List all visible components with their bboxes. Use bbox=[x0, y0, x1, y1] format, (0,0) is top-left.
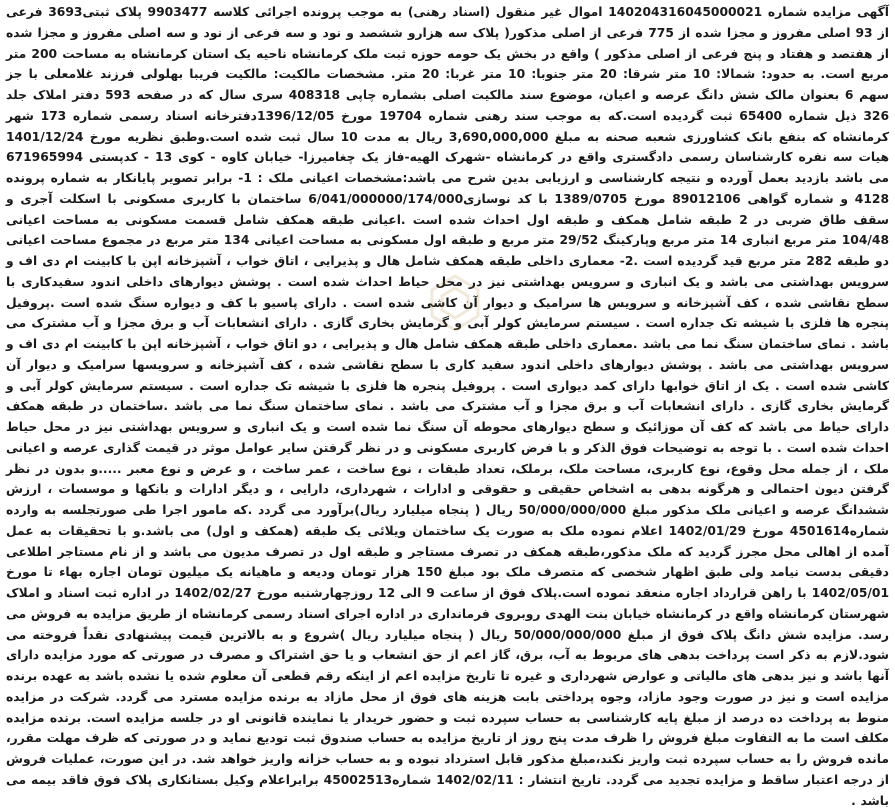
auction-notice-text: آگهی مزایده شماره 140204316045000021 اموال غیر منقول (اسناد رهنی) به موجب پرونده اجرائی کلاسه 9903477 پلاک ثبتی3693 فرعی از 93 اصلی مفروز و مجزا شده از 775 فرعی از اصلی مذکور( پلاک سه هزارو ششصد و نود و سه فرعی از نود و سه اصلی مفروز و مجزا شده از هفتصد و هفتاد و پنج فرعی از اصلی مذکور ) واقع در بخش یک حومه حوزه ثبت ملک کرمانشاه ناحیه یک استان کرمانشاه به مساحت 200 متر مربع است. به حدود: شمالا: 10 متر شرقا: 20 متر جنوبا: 10 متر غربا: 20 متر. مشخصات مالکیت: مالکیت فریبا بهلولی فرزند غلامعلی با جز سهم 6 بعنوان مالک شش دانگ عرصه و اعیان، موضوع سند مالکیت اصلی بشماره چاپی 408318 سری سال که در صفحه 593 دفتر املاک جلد 326 ذیل شماره 65400 ثبت گردیده است.که به موجب سند رهنی شماره 19704 مورخ 1396/12/05دفترخانه اسناد رسمی شماره 173 شهر کرمانشاه که بنفع بانک کشاورزی شعبه صحنه به مبلغ 3,690,000,000 ریال به مدت 10 سال ثبت شده است.وطبق نظریه مورخ 1401/12/24 هیات سه نفره کارشناسان رسمی دادگستری واقع در کرمانشاه -شهرک الهیه-فاز یک چغامیرزا- خیابان کاوه - کوی 13 - کدپستی 671965994 می باشد بازدید بعمل آورده و نتیجه کارشناسی و ارزیابی بدین شرح می باشد:مشخصات اعیانی ملک : 1- برابر تصویر پایانکار به شماره پرونده 4128 و شماره گواهی 89012106 مورخ 1389/0705 با کد نوسازی6/041/000000/174/000 ساختمان با کاربری مسکونی با اسکلت آجری و سقف طاق ضربی در 2 طبقه شامل همکف و طبقه اول احداث شده است .اعیانی طبقه همکف شامل قسمت مسکونی به مساحت اعیانی 104/48 متر مربع انباری 14 متر مربع وپارکینگ 29/52 متر مربع و طبقه اول مسکونی به مساحت اعیانی 134 متر مربع در مجموع مساحت اعیانی دو طبقه 282 متر مربع قید گردیده است .2- معماری داخلی طبقه همکف شامل هال و پذیرایی ، اتاق خواب ، آشپزخانه اپن با کابینت ام دی اف و سرویس بهداشتی می باشد و یک انباری و سرویس بهداشتی نیز در محل حیاط احداث شده است . پوشش دیوارهای داخلی اندود سفیدکاری با سطح نقاشی شده ، کف آشپزخانه و سرویس ها سرامیک و دیوار آن کاشی شده است . دارای پاسیو با کف و دیواره سنگ شده است .پروفیل پنجره ها فلزی با شیشه تک جداره است . سیستم سرمایش کولر آبی و گرمایش بخاری گازی . دارای انشعابات آب و برق مجزا و آب مشترک می باشد . نمای ساختمان سنگ نما می باشد .معماری داخلی طبقه همکف شامل هال و پذیرایی ، دو اتاق خواب ، آشپزخانه اپن با کابینت ام دی اف و سرویس بهداشتی می باشد . پوشش دیوارهای داخلی اندود سفید کاری با سطح نقاشی شده ، کف آشپزخانه و سرویسها سرامیک و دیوار آن کاشی شده است . یک از اتاق خوابها دارای کمد دیواری است . پروفیل پنجره ها فلزی با شیشه تک جداره است . سیستم سرمایش کولر آبی و گرمایش بخاری گازی . دارای انشعابات آب و برق مجزا و آب مشترک می باشد . نمای ساختمان سنگ نما می باشد .ساختمان در طبقه همکف دارای حیاط می باشد که کف آن موزائیک و سطح دیوارهای محوطه آن سنگ نما شده است و یک انباری و سرویس بهداشتی نیز در محل حیاط احداث شده است . با توجه به توضیحات فوق الذکر و با فرض کاربری مسکونی و در نظر گرفتن سایر عوامل موثر در قیمت گذاری عرصه و اعیانی ملک ، از جمله محل وقوع، نوع کاربری، مساحت ملک، برملک، تعداد طبقات ، نوع ساخت ، عمر ساخت ، و عرض و نوع معبر .....و بدون در نظر گرفتن دیون احتمالی و هرگونه بدهی به اشخاص حقیقی و حقوقی و ادارات ، شهرداری، دارایی ، و دیگر ادارات و بانکها و موسسات ، ارزش ششدانگ عرصه و اعیانی ملک مذکور مبلغ 50/000/000/000 ریال ( پنجاه میلیارد ریال)برآورد می گردد .که مامور اجرا طی صورتجلسه به وارده شماره4501614 مورخ 1402/01/29 اعلام نموده ملک به صورت یک ساختمان ویلائی یک طبقه (همکف و اول) می باشد.و با تحقیقات به عمل آمده از اهالی محل مجرز گردید که ملک مذکور،طبقه همکف در تصرف مستاجر و طبقه اول در تصرف مدیون می باشد و از نام مستاجر اطلاعی دقیقی بدست نیامد ولی طبق اظهار شخصی که متصرف ملک بود مبلغ 150 هزار تومان ودیعه و ماهیانه یک میلیون تومان اجاره بهاء تا مورخ 1402/05/01 با راهن قرارداد اجاره منعقد نموده است.پلاک فوق از ساعت 9 الی 12 روزچهارشنبه مورخ 1402/02/27 در اداره ثبت اسناد و املاک شهرستان کرمانشاه واقع در کرمانشاه خیابان بنت الهدی روبروی فرمانداری در اداره اجرای اسناد رسمی کرمانشاه از طریق مزایده به فروش می رسد. مزایده شش دانگ پلاک فوق از مبلغ 50/000/000/000 ریال ( پنجاه میلیارد ریال )شروع و به بالاترین قیمت پیشنهادی نقداً فروخته می شود.لازم به ذکر است پرداخت بدهی های مربوط به آب، برق، گاز اعم از حق انشعاب و یا حق اشتراک و مصرف در صورتی که مورد مزایده دارای آنها باشد و نیز بدهی های مالیاتی و عوارض شهرداری و غیره تا تاریخ مزایده اعم از اینکه رقم قطعی آن معلوم شده یا نشده باشد به عهده برنده مزایده است و نیز در صورت وجود مازاد، وجوه پرداختی بابت هزینه های فوق از محل مازاد به برنده مزایده مسترد می گردد. شرکت در مزایده منوط به پرداخت ده درصد از مبلغ پایه کارشناسی به حساب سپرده ثبت و حضور خریدار یا نماینده قانونی او در جلسه مزایده است. برنده مزایده مکلف است ما به التفاوت مبلغ فروش را ظرف مدت پنج روز از تاریخ مزایده به حساب صندوق ثبت تودیع نماید و در صورتی که ظرف مهلت مقرر، مانده فروش را به حساب سپرده ثبت واریز نکند،مبلغ مذکور قابل استرداد نبوده و به حساب خزانه واریز خواهد شد. در این صورت، عملیات فروش از درجه اعتبار ساقط و مزایده تجدید می گردد. تاریخ انتشار : 1402/02/11 شماره45002513 برابراعلام وکیل بستانکاری پلاک فوق فاقد بیمه می باشد . bbox=[6, 5, 890, 808]
